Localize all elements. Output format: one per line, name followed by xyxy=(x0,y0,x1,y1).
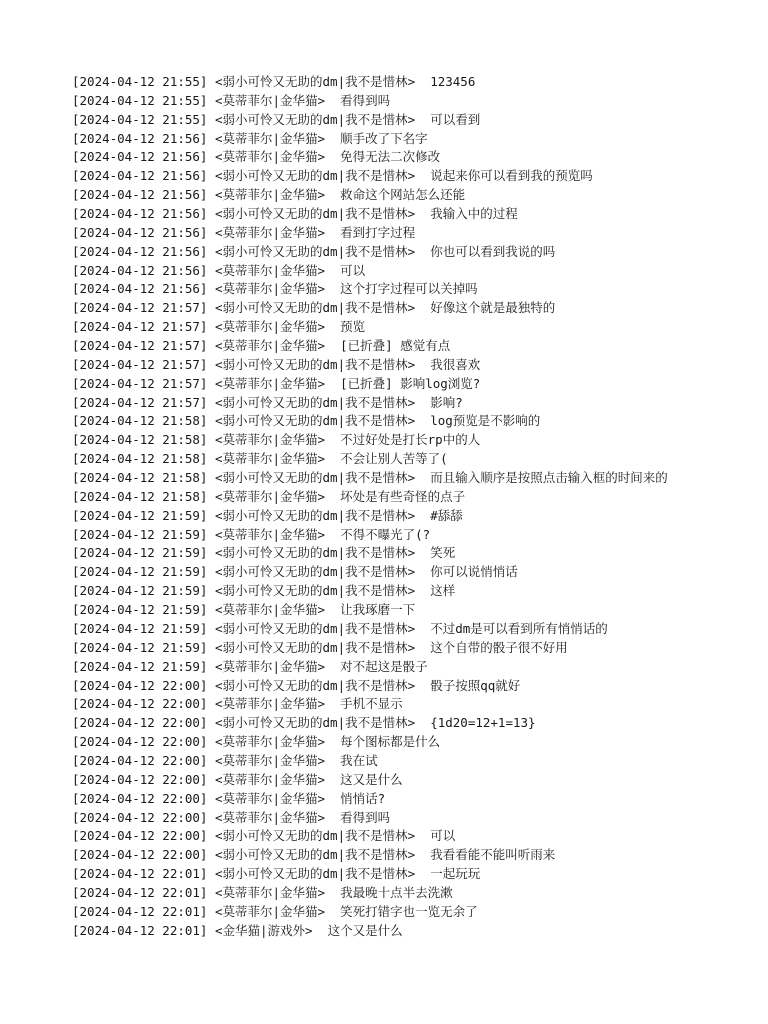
log-message: 好像这个就是最独特的 xyxy=(430,300,556,316)
log-speaker: <莫蒂菲尔|金华猫> xyxy=(215,224,326,240)
log-speaker: <弱小可怜又无助的dm|我不是惜林> xyxy=(215,583,416,599)
log-line xyxy=(72,280,762,299)
log-line xyxy=(72,130,762,149)
log-timestamp: [2024-04-12 21:58] xyxy=(72,413,208,429)
log-speaker: <莫蒂菲尔|金华猫> xyxy=(215,130,326,146)
log-speaker: <莫蒂菲尔|金华猫> xyxy=(215,319,326,335)
log-message: 而且输入顺序是按照点击输入框的时间来的 xyxy=(430,470,668,486)
log-line xyxy=(72,375,762,394)
log-timestamp: [2024-04-12 22:00] xyxy=(72,734,208,750)
log-message: 影响? xyxy=(430,394,463,410)
log-timestamp: [2024-04-12 21:57] xyxy=(72,375,208,391)
log-line xyxy=(72,111,762,130)
log-timestamp: [2024-04-12 21:56] xyxy=(72,187,208,203)
log-line xyxy=(72,394,762,413)
log-speaker: <弱小可怜又无助的dm|我不是惜林> xyxy=(215,74,416,89)
log-line xyxy=(72,431,762,450)
log-message: 这个自带的骰子很不好用 xyxy=(430,639,568,655)
log-timestamp: [2024-04-12 21:58] xyxy=(72,432,208,448)
log-message: 这个又是什么 xyxy=(327,922,403,938)
log-timestamp: [2024-04-12 22:00] xyxy=(72,771,208,787)
log-line xyxy=(72,92,762,111)
log-speaker: <莫蒂菲尔|金华猫> xyxy=(215,262,326,278)
log-message: 免得无法二次修改 xyxy=(340,149,441,165)
log-message: #舔舔 xyxy=(430,507,463,523)
log-line xyxy=(72,318,762,337)
log-timestamp: [2024-04-12 22:00] xyxy=(72,677,208,693)
log-line xyxy=(72,771,762,790)
log-message: 笑死 xyxy=(430,545,456,561)
log-line xyxy=(72,243,762,262)
log-line xyxy=(72,695,762,714)
log-message: 顺手改了下名字 xyxy=(340,130,428,146)
log-message: 不得不曝光了(? xyxy=(340,526,431,542)
log-timestamp: [2024-04-12 22:00] xyxy=(72,752,208,768)
log-speaker: <莫蒂菲尔|金华猫> xyxy=(215,281,326,297)
log-message: 对不起这是骰子 xyxy=(340,658,428,674)
log-speaker: <莫蒂菲尔|金华猫> xyxy=(215,790,326,806)
log-timestamp: [2024-04-12 21:55] xyxy=(72,111,208,127)
log-message: 不过dm是可以看到所有悄悄话的 xyxy=(430,620,608,636)
log-line xyxy=(72,526,762,545)
log-speaker: <莫蒂菲尔|金华猫> xyxy=(215,375,326,391)
log-line xyxy=(72,167,762,186)
log-timestamp: [2024-04-12 21:57] xyxy=(72,356,208,372)
log-speaker: <莫蒂菲尔|金华猫> xyxy=(215,771,326,787)
log-message: 123456 xyxy=(430,74,476,89)
log-message: 看到打字过程 xyxy=(340,224,416,240)
log-line xyxy=(72,563,762,582)
log-message: 看得到吗 xyxy=(340,92,391,108)
log-timestamp: [2024-04-12 21:56] xyxy=(72,224,208,240)
log-message: 手机不显示 xyxy=(340,696,403,712)
log-line xyxy=(72,356,762,375)
log-message: 坏处是有些奇怪的点子 xyxy=(340,488,466,504)
log-timestamp: [2024-04-12 21:55] xyxy=(72,74,208,89)
log-line xyxy=(72,488,762,507)
log-speaker: <弱小可怜又无助的dm|我不是惜林> xyxy=(215,394,416,410)
log-message: 我看看能不能叫听雨来 xyxy=(430,847,556,863)
log-timestamp: [2024-04-12 22:01] xyxy=(72,903,208,919)
log-speaker: <弱小可怜又无助的dm|我不是惜林> xyxy=(215,828,416,844)
log-message: 可以看到 xyxy=(430,111,481,127)
log-line xyxy=(72,884,762,903)
log-message: 笑死打错字也一览无余了 xyxy=(340,903,478,919)
log-speaker: <弱小可怜又无助的dm|我不是惜林> xyxy=(215,639,416,655)
log-speaker: <莫蒂菲尔|金华猫> xyxy=(215,526,326,542)
log-speaker: <莫蒂菲尔|金华猫> xyxy=(215,432,326,448)
log-speaker: <弱小可怜又无助的dm|我不是惜林> xyxy=(215,111,416,127)
log-line xyxy=(72,224,762,243)
log-timestamp: [2024-04-12 22:00] xyxy=(72,715,208,731)
log-speaker: <弱小可怜又无助的dm|我不是惜林> xyxy=(215,847,416,863)
log-timestamp: [2024-04-12 21:56] xyxy=(72,149,208,165)
log-line xyxy=(72,412,762,431)
log-timestamp: [2024-04-12 22:00] xyxy=(72,790,208,806)
log-line xyxy=(72,544,762,563)
log-timestamp: [2024-04-12 22:01] xyxy=(72,884,208,900)
log-speaker: <莫蒂菲尔|金华猫> xyxy=(215,92,326,108)
log-message: 一起玩玩 xyxy=(430,866,481,882)
log-timestamp: [2024-04-12 21:58] xyxy=(72,488,208,504)
log-timestamp: [2024-04-12 21:58] xyxy=(72,470,208,486)
log-timestamp: [2024-04-12 21:56] xyxy=(72,130,208,146)
log-timestamp: [2024-04-12 21:56] xyxy=(72,281,208,297)
log-message: 让我琢磨一下 xyxy=(340,602,416,618)
log-message: 可以 xyxy=(340,262,366,278)
log-speaker: <弱小可怜又无助的dm|我不是惜林> xyxy=(215,470,416,486)
log-speaker: <弱小可怜又无助的dm|我不是惜林> xyxy=(215,677,416,693)
log-timestamp: [2024-04-12 21:55] xyxy=(72,92,208,108)
log-line xyxy=(72,639,762,658)
log-timestamp: [2024-04-12 21:59] xyxy=(72,658,208,674)
log-line xyxy=(72,507,762,526)
log-speaker: <莫蒂菲尔|金华猫> xyxy=(215,658,326,674)
log-line xyxy=(72,186,762,205)
log-speaker: <莫蒂菲尔|金华猫> xyxy=(215,752,326,768)
log-line xyxy=(72,903,762,922)
log-line xyxy=(72,601,762,620)
log-line xyxy=(72,299,762,318)
log-speaker: <弱小可怜又无助的dm|我不是惜林> xyxy=(215,564,416,580)
log-speaker: <金华猫|游戏外> xyxy=(215,922,313,938)
log-speaker: <弱小可怜又无助的dm|我不是惜林> xyxy=(215,620,416,636)
log-line xyxy=(72,73,762,92)
log-timestamp: [2024-04-12 22:00] xyxy=(72,809,208,825)
log-timestamp: [2024-04-12 22:01] xyxy=(72,922,208,938)
log-timestamp: [2024-04-12 21:59] xyxy=(72,602,208,618)
log-speaker: <莫蒂菲尔|金华猫> xyxy=(215,884,326,900)
log-speaker: <弱小可怜又无助的dm|我不是惜林> xyxy=(215,413,416,429)
log-message: 你也可以看到我说的吗 xyxy=(430,243,556,259)
log-speaker: <莫蒂菲尔|金华猫> xyxy=(215,696,326,712)
log-message: 我在试 xyxy=(340,752,378,768)
log-timestamp: [2024-04-12 21:57] xyxy=(72,394,208,410)
log-timestamp: [2024-04-12 21:59] xyxy=(72,583,208,599)
log-line xyxy=(72,827,762,846)
log-timestamp: [2024-04-12 21:57] xyxy=(72,338,208,354)
log-line xyxy=(72,733,762,752)
chat-log xyxy=(72,73,762,941)
log-timestamp: [2024-04-12 21:56] xyxy=(72,262,208,278)
log-line xyxy=(72,658,762,677)
log-line xyxy=(72,205,762,224)
log-speaker: <弱小可怜又无助的dm|我不是惜林> xyxy=(215,866,416,882)
log-message: 这样 xyxy=(430,583,456,599)
log-line xyxy=(72,582,762,601)
log-line xyxy=(72,714,762,733)
log-speaker: <莫蒂菲尔|金华猫> xyxy=(215,602,326,618)
log-message: 我最晚十点半去洗漱 xyxy=(340,884,453,900)
log-line xyxy=(72,337,762,356)
log-speaker: <弱小可怜又无助的dm|我不是惜林> xyxy=(215,300,416,316)
log-message: 说起来你可以看到我的预览吗 xyxy=(430,168,593,184)
log-message: {1d20=12+1=13} xyxy=(430,715,536,731)
log-message: 我很喜欢 xyxy=(430,356,481,372)
log-line xyxy=(72,677,762,696)
log-timestamp: [2024-04-12 21:59] xyxy=(72,639,208,655)
log-timestamp: [2024-04-12 21:56] xyxy=(72,243,208,259)
log-speaker: <莫蒂菲尔|金华猫> xyxy=(215,149,326,165)
log-timestamp: [2024-04-12 21:57] xyxy=(72,300,208,316)
log-timestamp: [2024-04-12 21:59] xyxy=(72,545,208,561)
log-line xyxy=(72,752,762,771)
log-message: 骰子按照qq就好 xyxy=(430,677,521,693)
log-timestamp: [2024-04-12 22:01] xyxy=(72,866,208,882)
log-message: 看得到吗 xyxy=(340,809,391,825)
log-line xyxy=(72,809,762,828)
log-message: [已折叠] 影响log浏览? xyxy=(340,375,481,391)
log-message: 悄悄话? xyxy=(340,790,386,806)
log-timestamp: [2024-04-12 21:59] xyxy=(72,564,208,580)
log-message: 可以 xyxy=(430,828,456,844)
log-timestamp: [2024-04-12 21:57] xyxy=(72,319,208,335)
log-timestamp: [2024-04-12 21:59] xyxy=(72,526,208,542)
log-timestamp: [2024-04-12 21:56] xyxy=(72,168,208,184)
log-speaker: <弱小可怜又无助的dm|我不是惜林> xyxy=(215,545,416,561)
log-speaker: <弱小可怜又无助的dm|我不是惜林> xyxy=(215,356,416,372)
log-speaker: <弱小可怜又无助的dm|我不是惜林> xyxy=(215,243,416,259)
log-speaker: <弱小可怜又无助的dm|我不是惜林> xyxy=(215,206,416,222)
log-line xyxy=(72,922,762,941)
log-line xyxy=(72,620,762,639)
log-message: 这又是什么 xyxy=(340,771,403,787)
log-message: 我输入中的过程 xyxy=(430,206,518,222)
log-speaker: <莫蒂菲尔|金华猫> xyxy=(215,187,326,203)
log-line xyxy=(72,148,762,167)
log-line xyxy=(72,790,762,809)
log-timestamp: [2024-04-12 21:56] xyxy=(72,206,208,222)
log-message: 不会让别人苦等了( xyxy=(340,451,448,467)
log-message: 不过好处是打长rp中的人 xyxy=(340,432,481,448)
log-line xyxy=(72,846,762,865)
log-speaker: <弱小可怜又无助的dm|我不是惜林> xyxy=(215,507,416,523)
log-speaker: <弱小可怜又无助的dm|我不是惜林> xyxy=(215,715,416,731)
log-line xyxy=(72,262,762,281)
log-speaker: <莫蒂菲尔|金华猫> xyxy=(215,488,326,504)
log-message: log预览是不影响的 xyxy=(430,413,541,429)
log-line xyxy=(72,865,762,884)
log-timestamp: [2024-04-12 21:59] xyxy=(72,620,208,636)
log-timestamp: [2024-04-12 21:58] xyxy=(72,451,208,467)
log-message: 救命这个网站怎么还能 xyxy=(340,187,466,203)
log-line xyxy=(72,469,762,488)
log-timestamp: [2024-04-12 22:00] xyxy=(72,696,208,712)
log-speaker: <弱小可怜又无助的dm|我不是惜林> xyxy=(215,168,416,184)
log-message: 你可以说悄悄话 xyxy=(430,564,518,580)
log-message: 这个打字过程可以关掉吗 xyxy=(340,281,478,297)
log-timestamp: [2024-04-12 22:00] xyxy=(72,847,208,863)
log-timestamp: [2024-04-12 22:00] xyxy=(72,828,208,844)
log-speaker: <莫蒂菲尔|金华猫> xyxy=(215,734,326,750)
log-line xyxy=(72,450,762,469)
log-message: 每个图标都是什么 xyxy=(340,734,441,750)
log-message: [已折叠] 感觉有点 xyxy=(340,338,451,354)
log-message: 预览 xyxy=(340,319,366,335)
log-speaker: <莫蒂菲尔|金华猫> xyxy=(215,451,326,467)
log-speaker: <莫蒂菲尔|金华猫> xyxy=(215,809,326,825)
log-speaker: <莫蒂菲尔|金华猫> xyxy=(215,338,326,354)
log-timestamp: [2024-04-12 21:59] xyxy=(72,507,208,523)
log-speaker: <莫蒂菲尔|金华猫> xyxy=(215,903,326,919)
